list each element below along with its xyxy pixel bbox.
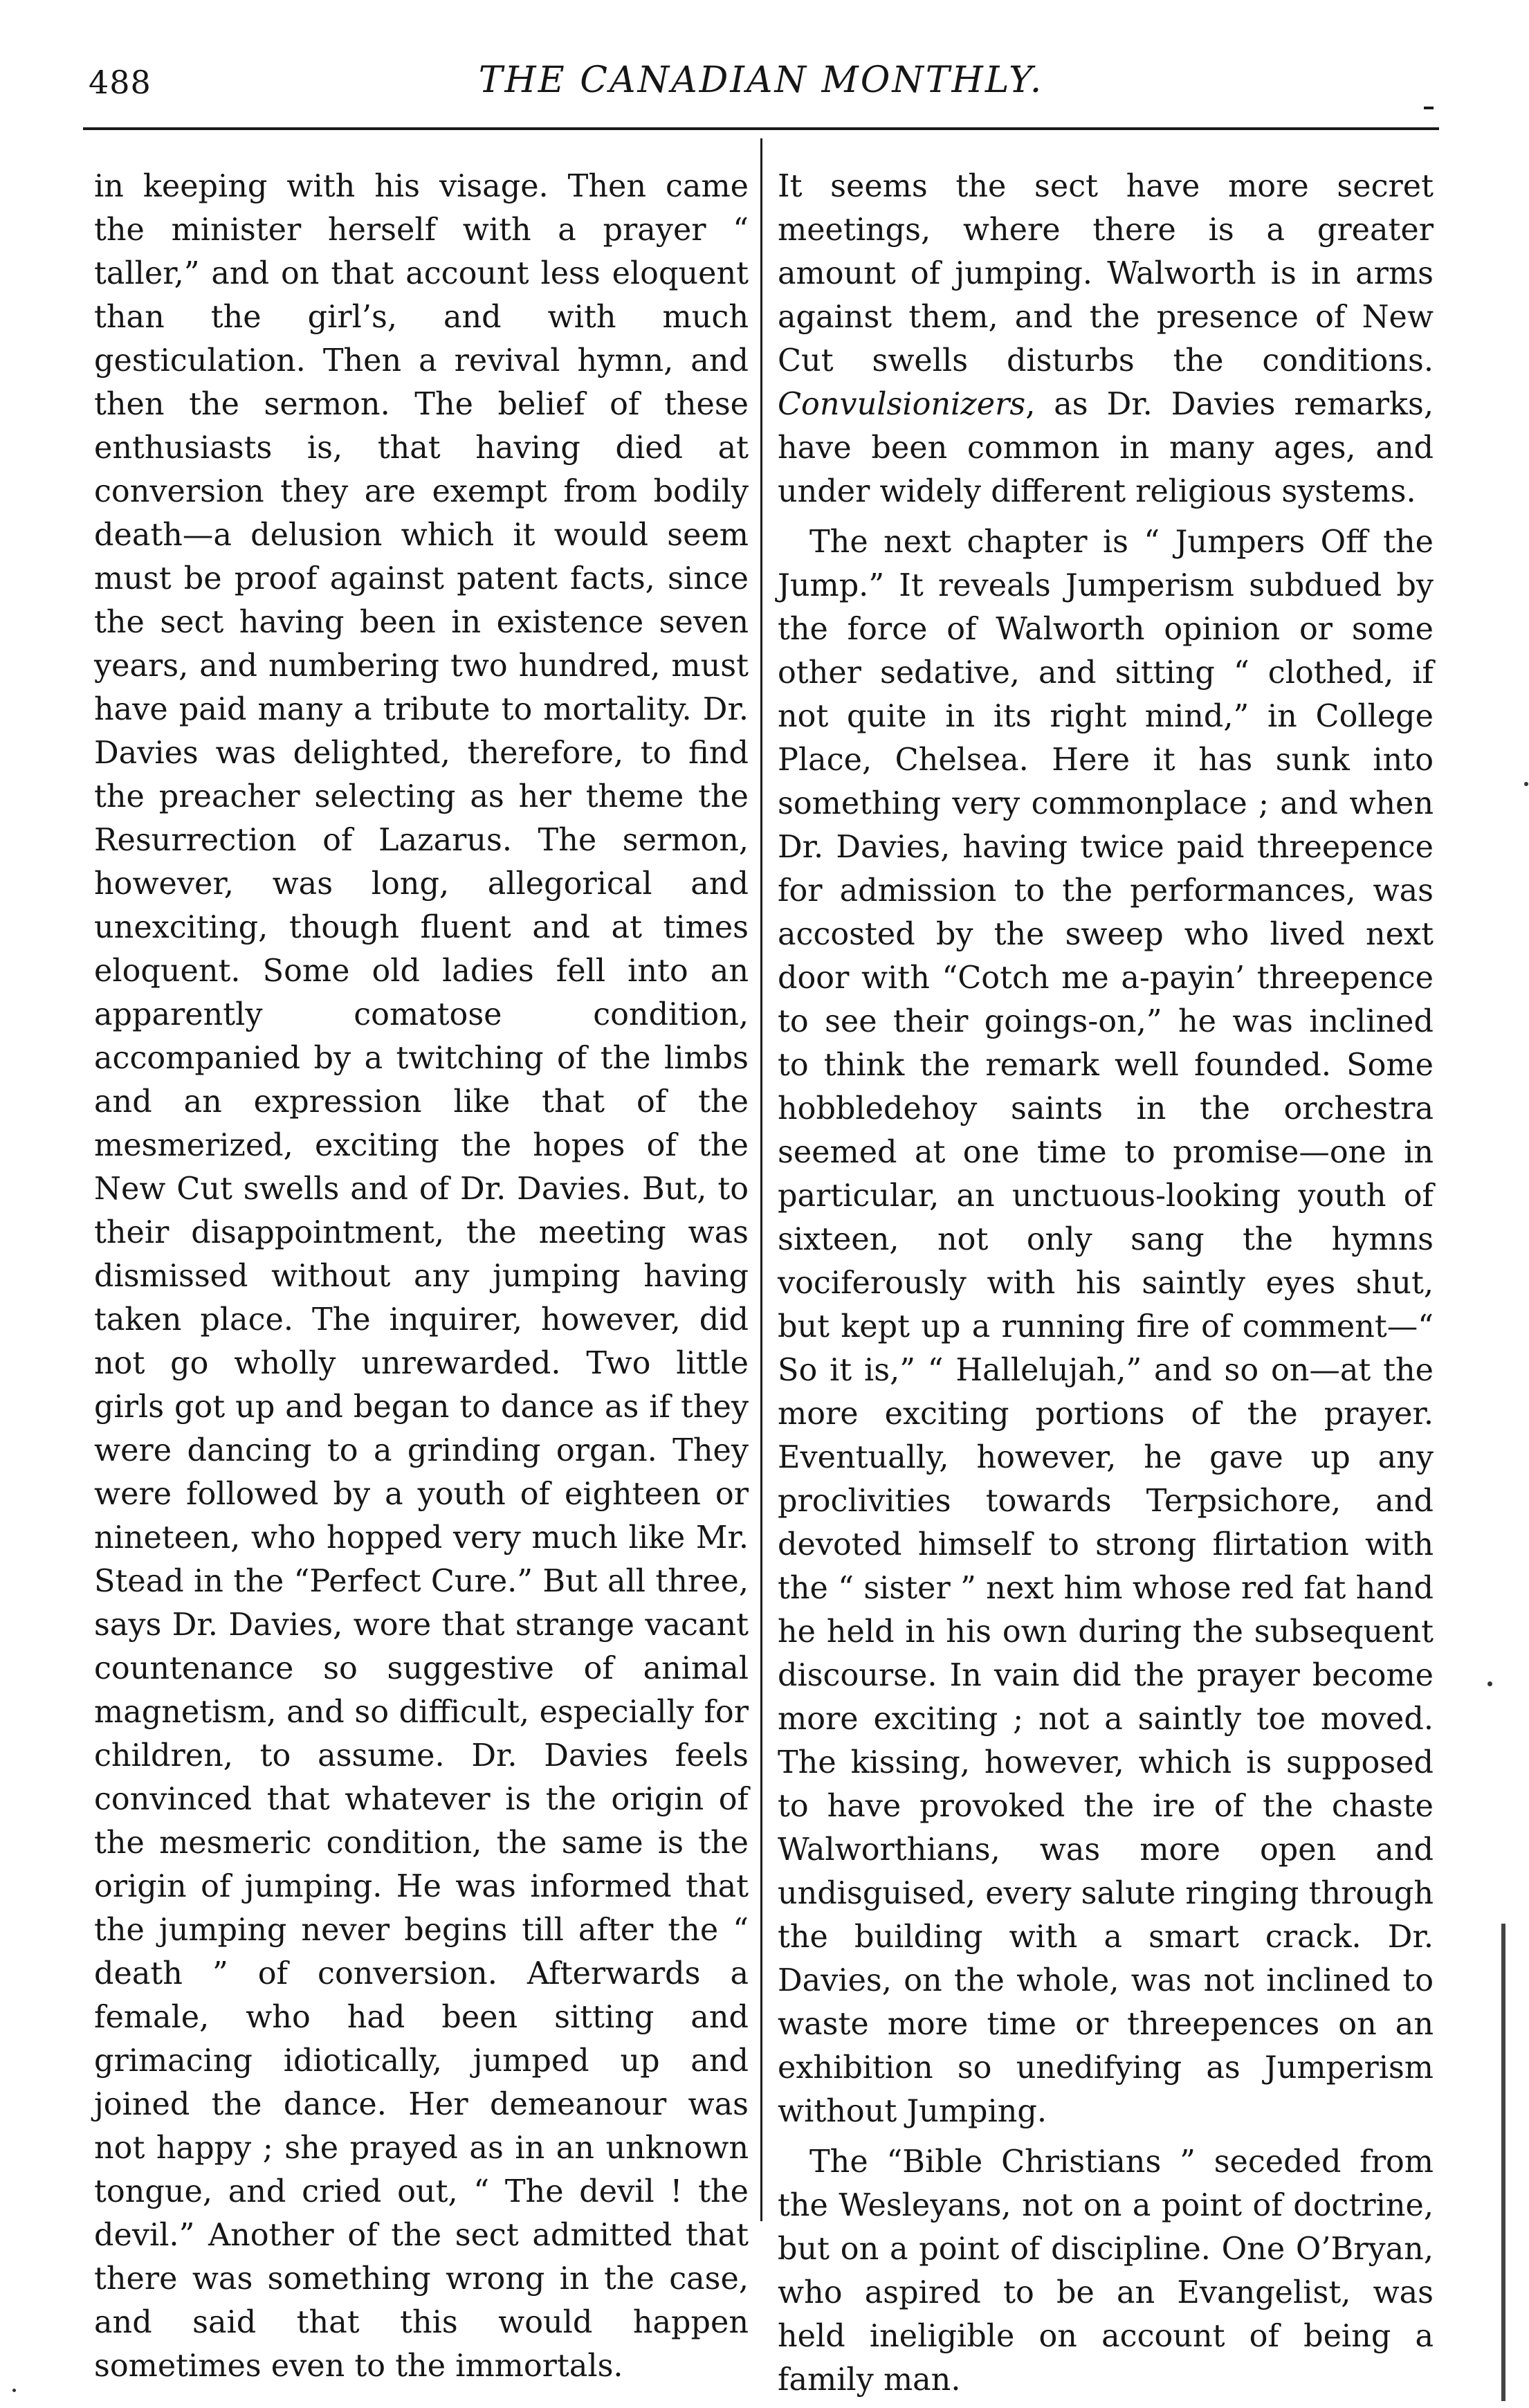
right-paragraph-2: The next chapter is “ Jumpers Off the Jump.” It reveals Jumperism subdued by the force of Walworth opinion or some other sedative, and sitting “ clothed, if not quite in its right mind,” in College Place, Chelsea. Here it has sunk into something very commonplace ; and when Dr. Davies, having twice paid threepence for admission to the performances, was accosted by the sweep who lived next door with “Cotch me a-payin’ threepence to see their goings-on,” he was inclined to think the remark well founded. Some hobbledehoy saints in the orchestra seemed at one time to promise—one in particular, an unctuous-looking youth of sixteen, not only sang the hymns vociferously with his saintly eyes shut, but kept up a running fire of comment—“ So it is,” “ Hallelujah,” and so on—at the more exciting portions of the prayer. Eventually, however, he gave up any proclivities towards Terpsichore, and devoted himself to strong flirtation with the “ sister ” next him whose red fat hand he held in his own during the subsequent discourse. In vain did the prayer become more exciting ; not a saintly toe moved. The kissing, however, which is supposed to have provoked the ire of the chaste Walworthians, was more open and undisguised, every salute ringing through the building with a smart crack. Dr. Davies, on the whole, was not inclined to waste more time or threepences on an exhibition so unedifying as Jumperism without Jumping. — [778, 525, 1434, 2129]
scan-edge-shadow — [1501, 1924, 1505, 2401]
left-column — [94, 165, 749, 2388]
running-head — [0, 0, 1529, 138]
column-divider — [760, 138, 762, 2221]
header-mark — [1424, 107, 1434, 109]
margin-speck — [12, 2389, 16, 2392]
right-paragraph-1-text-start: It seems the sect have more secret meetings, where there is a greater amount of jumping. Walworth is in arms against them, and the presence of New Cut swells disturbs the conditions. — [778, 169, 1434, 378]
emphasis-convulsionizers: Convulsionizers — [778, 387, 1026, 422]
page-number: 488 — [89, 64, 152, 101]
left-paragraph-1: in keeping with his visage. Then came the minister herself with a prayer “ taller,” and on that account less eloquent than the girl’s, and with much gesticulation. Then a revival hymn, and then the sermon. The belief of these enthusiasts is, that having died at conversion they are exempt from bodily death—a delusion which it would seem must be proof against patent facts, since the sect having been in existence seven years, and numbering two hundred, must have paid many a tribute to mortality. Dr. Davies was delighted, therefore, to find the preacher selecting as her theme the Resurrection of Lazarus. The sermon, however, was long, allegorical and unexciting, though fluent and at times eloquent. Some old ladies fell into an apparently comatose condition, accompanied by a twitching of the limbs and an expression like that of the mesmerized, exciting the hopes of the New Cut swells and of Dr. Davies. But, to their disappointment, the meeting was dismissed without any jumping having taken place. The inquirer, however, did not go wholly unrewarded. Two little girls got up and began to dance as if they were dancing to a grinding organ. They were followed by a youth of eighteen or nineteen, who hopped very much like Mr. Stead in the “Perfect Cure.” But all three, says Dr. Davies, wore that strange vacant countenance so suggestive of animal magnetism, and so difficult, especially for children, to assume. Dr. Davies feels convinced that whatever is the origin of the mesmeric condition, the same is the origin of jumping. He was informed that the jumping never begins till after the “ death ” of conversion. Afterwards a female, who had been sitting and grimacing idiotically, jumped up and joined the dance. Her demeanour was not happy ; she prayed as in an unknown tongue, and cried out, “ The devil ! the devil.” Another of the sect admitted that there was something wrong in the case, and said that this would happen sometimes even to the immortals. — [94, 169, 749, 2384]
margin-speck — [1487, 1681, 1492, 1686]
right-column — [778, 165, 1434, 2402]
right-paragraph-1-text-end: , as Dr. Davies remarks, have been common in many ages, and under widely different religious systems. — [778, 387, 1434, 509]
header-rule — [83, 127, 1439, 130]
right-paragraph-1 — [778, 165, 1434, 513]
journal-title: THE CANADIAN MONTHLY. — [478, 60, 1044, 101]
right-paragraph-3: The “Bible Christians ” seceded from the Wesleyans, not on a point of doctrine, but on a point of discipline. One O’Bryan, who aspired to be an Evangelist, was held ineligible on account of being a family man. — [778, 2144, 1434, 2398]
margin-speck — [1524, 782, 1528, 786]
